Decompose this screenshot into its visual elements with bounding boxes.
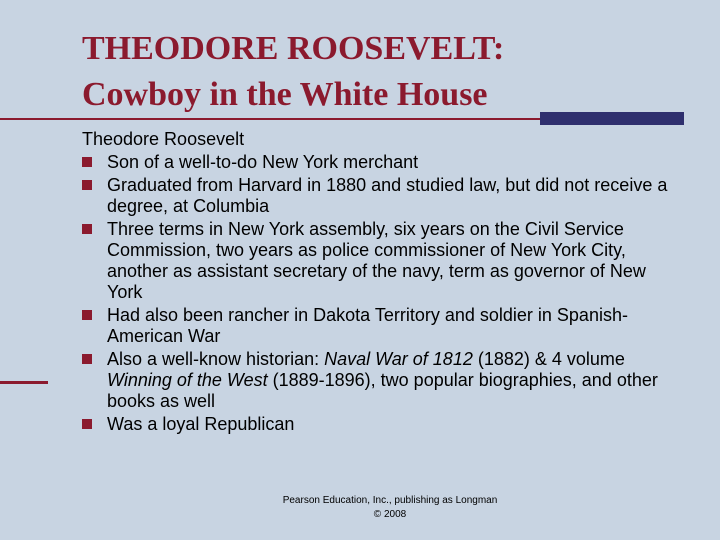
bullet-text: Had also been rancher in Dakota Territory and soldier in Spanish-American War (107, 305, 628, 346)
list-item (82, 349, 682, 412)
square-bullet-icon (82, 157, 92, 167)
title-underline (0, 118, 540, 120)
publisher-credit: Pearson Education, Inc., publishing as Longman (282, 495, 498, 506)
square-bullet-icon (82, 224, 92, 234)
bullet-list (82, 152, 682, 435)
bullet-text: Graduated from Harvard in 1880 and studied law, but did not receive a degree, at Columbia (107, 175, 668, 216)
list-item (82, 305, 682, 347)
bullet-text: Was a loyal Republican (107, 414, 295, 434)
title-line-2: Cowboy in the White House (82, 76, 488, 113)
square-bullet-icon (82, 310, 92, 320)
copyright: © 2008 (373, 509, 407, 520)
book-title: Winning of the West (107, 370, 268, 390)
bullet-text: Son of a well-to-do New York merchant (107, 152, 419, 172)
square-bullet-icon (82, 354, 92, 364)
bullet-text-pre: Also a well-know historian: (107, 349, 325, 369)
slide-title (82, 26, 702, 118)
list-item (82, 414, 682, 435)
list-item (82, 152, 682, 173)
bullet-text-mid: (1882) & 4 volume (472, 349, 625, 369)
book-title: Naval War of 1812 (324, 349, 473, 369)
list-item (82, 219, 682, 303)
intro-text: Theodore Roosevelt (82, 129, 245, 149)
list-item (82, 175, 682, 217)
square-bullet-icon (82, 419, 92, 429)
title-line-1: THEODORE ROOSEVELT: (82, 30, 505, 67)
left-accent-line (0, 381, 48, 384)
slide-footer (240, 494, 540, 522)
square-bullet-icon (82, 180, 92, 190)
title-accent-bar (540, 112, 684, 125)
bullet-text-post: (1889-1896), two popular biographies, and other books as well (107, 370, 658, 411)
slide-body (82, 129, 682, 437)
bullet-text: Three terms in New York assembly, six years on the Civil Service Commission, two years as police commissioner of New York City, another as assistant secretary of the navy, term as governor of New York (107, 219, 646, 302)
